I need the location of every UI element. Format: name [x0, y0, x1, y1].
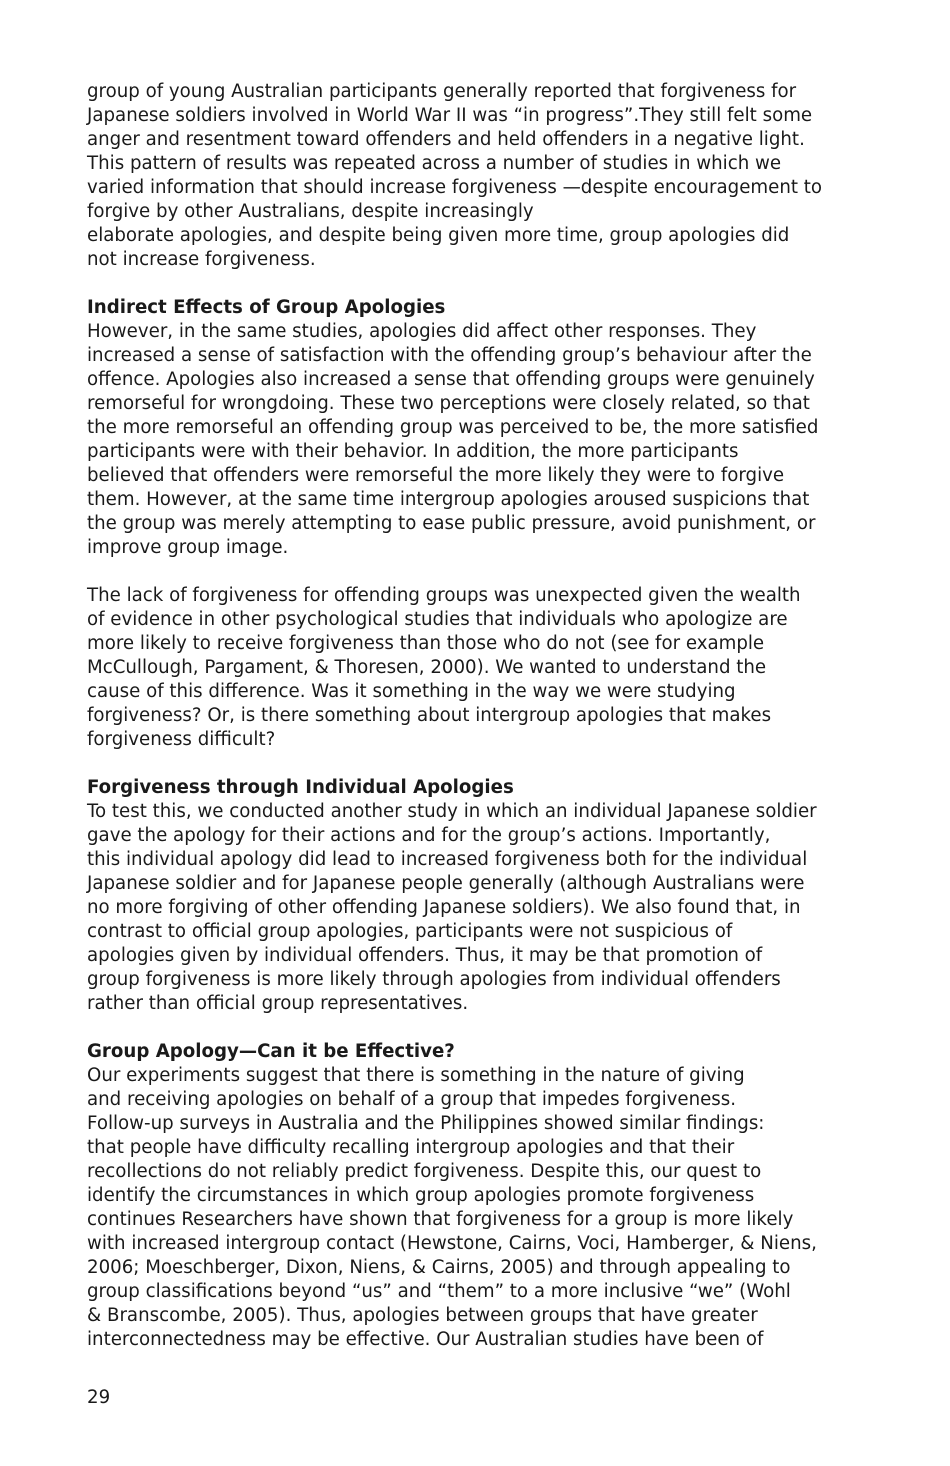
text-line: contrast to official group apologies, participants were not suspicious of	[87, 921, 733, 942]
text-line: increased a sense of satisfaction with the offending group’s behaviour after the	[87, 345, 812, 366]
text-line: this individual apology did lead to increased forgiveness both for the individual	[87, 849, 808, 870]
text-line: rather than official group representatives.	[87, 993, 469, 1014]
text-line: To test this, we conducted another study in which an individual Japanese soldier	[87, 801, 817, 822]
text-line: Follow-up surveys in Australia and the Philippines showed similar findings:	[87, 1113, 765, 1134]
text-line: anger and resentment toward offenders and held offenders in a negative light.	[87, 129, 805, 150]
section-heading: Indirect Effects of Group Apologies	[87, 297, 446, 318]
text-line: 2006; Moeschberger, Dixon, Niens, & Cairns, 2005) and through appealing to	[87, 1257, 791, 1278]
text-line: them. However, at the same time intergroup apologies aroused suspicions that	[87, 489, 810, 510]
text-line: identify the circumstances in which group apologies promote forgiveness	[87, 1185, 755, 1206]
group-apology-section	[87, 1040, 877, 1352]
text-line: more likely to receive forgiveness than those who do not (see for example	[87, 633, 765, 654]
text-line: the more remorseful an offending group was perceived to be, the more satisfied	[87, 417, 819, 438]
text-line: recollections do not reliably predict forgiveness. Despite this, our quest to	[87, 1161, 762, 1182]
text-line: improve group image.	[87, 537, 289, 558]
text-line: group forgiveness is more likely through apologies from individual offenders	[87, 969, 781, 990]
text-line: group of young Australian participants generally reported that forgiveness for	[87, 81, 797, 102]
text-line: apologies given by individual offenders. Thus, it may be that promotion of	[87, 945, 763, 966]
text-line: & Branscombe, 2005). Thus, apologies between groups that have greater	[87, 1305, 758, 1326]
text-line: believed that offenders were remorseful the more likely they were to forgive	[87, 465, 785, 486]
text-line: However, in the same studies, apologies did affect other responses. They	[87, 321, 757, 342]
text-line: with increased intergroup contact (Hewstone, Cairns, Voci, Hamberger, & Niens,	[87, 1233, 817, 1254]
text-line: that people have difficulty recalling intergroup apologies and that their	[87, 1137, 735, 1158]
text-line: remorseful for wrongdoing. These two perceptions were closely related, so that	[87, 393, 810, 414]
text-line: of evidence in other psychological studies that individuals who apologize are	[87, 609, 788, 630]
text-line: Our experiments suggest that there is something in the nature of giving	[87, 1065, 745, 1086]
individual-apologies-section	[87, 776, 877, 1016]
text-line: forgive by other Australians, despite increasingly	[87, 201, 534, 222]
text-line: varied information that should increase forgiveness —despite encouragement to	[87, 177, 823, 198]
text-line: elaborate apologies, and despite being given more time, group apologies did	[87, 225, 790, 246]
text-line: participants were with their behavior. In addition, the more participants	[87, 441, 739, 462]
text-line: interconnectedness may be effective. Our Australian studies have been of	[87, 1329, 764, 1350]
text-line: group classifications beyond “us” and “them” to a more inclusive “we” (Wohl	[87, 1281, 791, 1302]
text-line: offence. Apologies also increased a sense that offending groups were genuinely	[87, 369, 815, 390]
page-number: 29	[87, 1387, 111, 1408]
text-line: not increase forgiveness.	[87, 249, 316, 270]
lack-of-forgiveness-paragraph	[87, 584, 877, 752]
paragraph-spacer	[87, 272, 877, 296]
text-line: Japanese soldiers involved in World War II was “in progress”.They still felt some	[87, 105, 813, 126]
text-line: The lack of forgiveness for offending groups was unexpected given the wealth	[87, 585, 801, 606]
paragraph-spacer	[87, 1016, 877, 1040]
text-line: and receiving apologies on behalf of a group that impedes forgiveness.	[87, 1089, 737, 1110]
section-heading: Group Apology—Can it be Effective?	[87, 1041, 455, 1062]
text-line: McCullough, Pargament, & Thoresen, 2000). We wanted to understand the	[87, 657, 767, 678]
text-line: forgiveness? Or, is there something about intergroup apologies that makes	[87, 705, 772, 726]
paragraph-spacer	[87, 560, 877, 584]
text-line: continues Researchers have shown that forgiveness for a group is more likely	[87, 1209, 794, 1230]
text-line: Japanese soldier and for Japanese people generally (although Australians were	[87, 873, 805, 894]
text-line: forgiveness difficult?	[87, 729, 276, 750]
text-line: no more forgiving of other offending Japanese soldiers). We also found that, in	[87, 897, 801, 918]
indirect-effects-section	[87, 296, 877, 560]
paragraph-spacer	[87, 752, 877, 776]
section-heading: Forgiveness through Individual Apologies	[87, 777, 514, 798]
intro-paragraph	[87, 80, 877, 272]
text-line: gave the apology for their actions and for the group’s actions. Importantly,	[87, 825, 771, 846]
text-line: This pattern of results was repeated across a number of studies in which we	[87, 153, 782, 174]
page-body	[87, 80, 877, 1352]
text-line: cause of this difference. Was it something in the way we were studying	[87, 681, 736, 702]
text-line: the group was merely attempting to ease public pressure, avoid punishment, or	[87, 513, 816, 534]
